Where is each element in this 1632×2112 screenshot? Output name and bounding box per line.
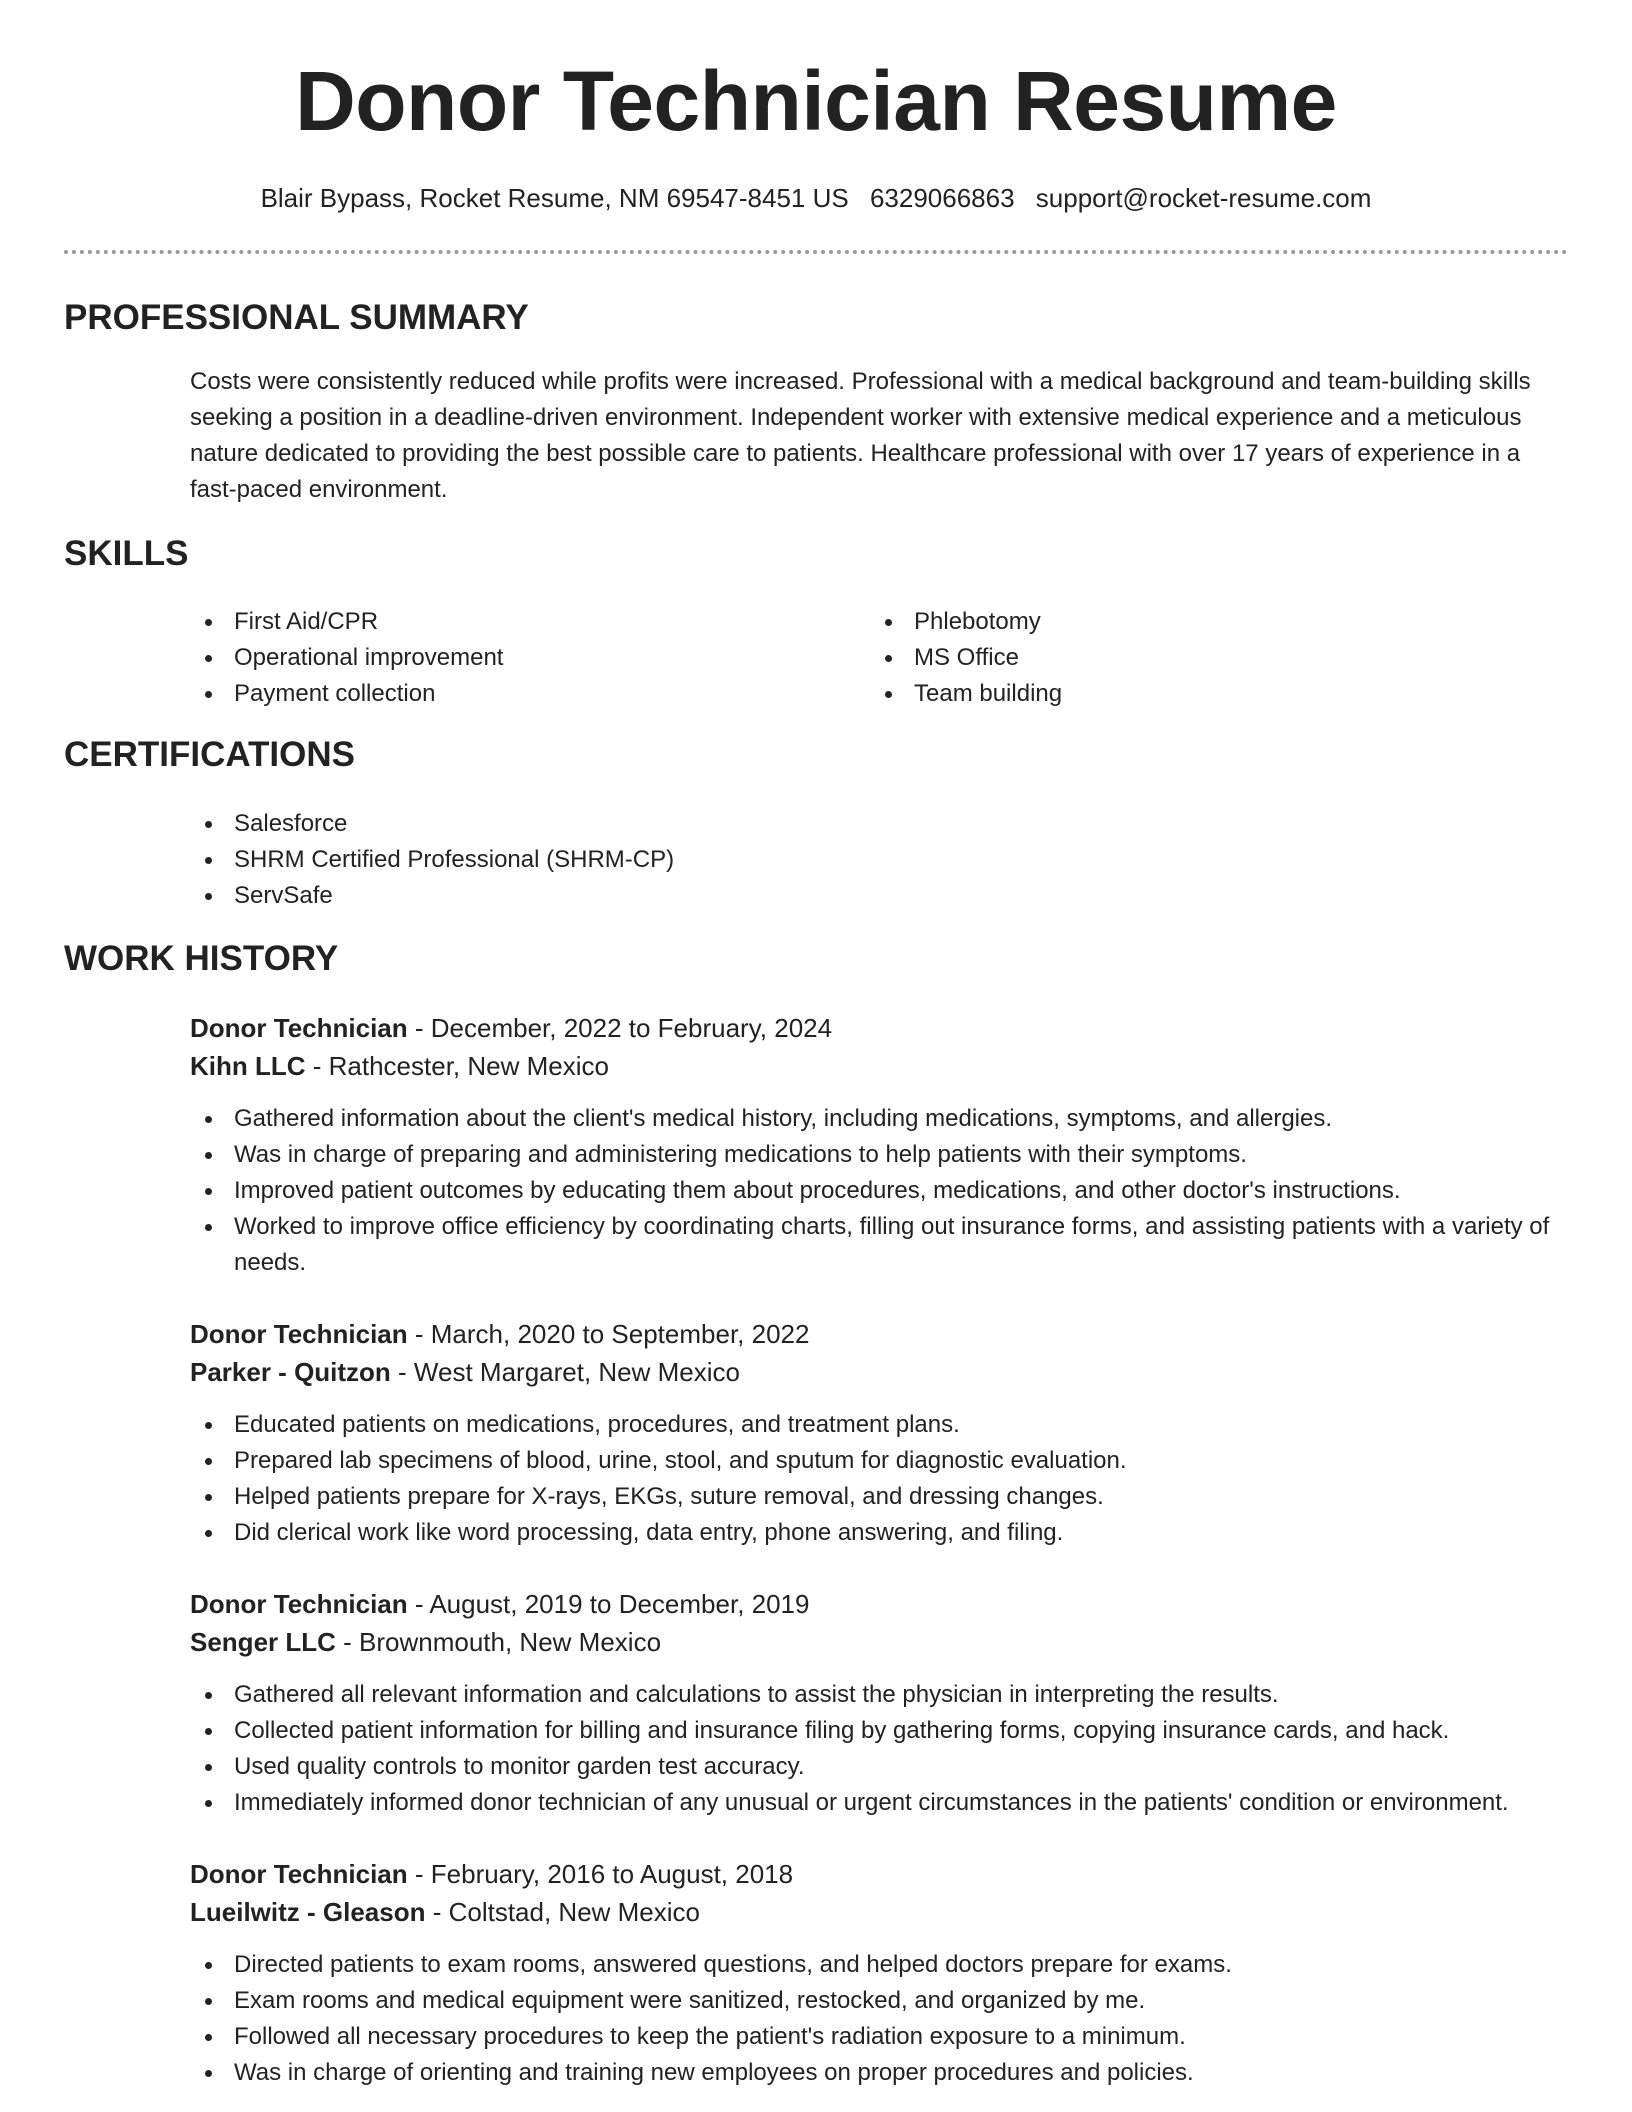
- header-divider: [64, 250, 1568, 254]
- skill-item: Phlebotomy: [870, 604, 1470, 640]
- job-title-line: [190, 1009, 1580, 1047]
- job-title: Donor Technician: [190, 1013, 408, 1043]
- job-location: - Coltstad, New Mexico: [425, 1897, 701, 1927]
- skills-heading: SKILLS: [64, 534, 189, 573]
- skills-list-left: [190, 604, 790, 712]
- job-duty: Improved patient outcomes by educating them about procedures, medications, and other doctor's instructions.: [190, 1173, 1580, 1209]
- job-duty: Did clerical work like word processing, data entry, phone answering, and filing.: [190, 1515, 1580, 1551]
- job-duty: Educated patients on medications, procedures, and treatment plans.: [190, 1407, 1580, 1443]
- job-company-line: [190, 1623, 1580, 1661]
- skill-item: Operational improvement: [190, 640, 790, 676]
- contact-email: support@rocket-resume.com: [1035, 183, 1372, 213]
- job-company-line: [190, 1893, 1580, 1931]
- skill-item: Team building: [870, 676, 1470, 712]
- contact-info: [64, 178, 1568, 218]
- skill-item: MS Office: [870, 640, 1470, 676]
- job-duties: [190, 1677, 1580, 1821]
- job-title: Donor Technician: [190, 1589, 408, 1619]
- job-duty: Immediately informed donor technician of any unusual or urgent circumstances in the patients' condition or environment.: [190, 1785, 1580, 1821]
- job-title-line: [190, 1315, 1580, 1353]
- job-dates: - February, 2016 to August, 2018: [407, 1859, 794, 1889]
- job-duty: Gathered information about the client's medical history, including medications, symptoms, and allergies.: [190, 1101, 1580, 1137]
- job-title: Donor Technician: [190, 1859, 408, 1889]
- summary-text: Costs were consistently reduced while profits were increased. Professional with a medical background and team-building skills seeking a position in a deadline-driven environment. Independent worker with extensive medical experience and a meticulous nature dedicated to providing the best possible care to patients. Healthcare professional with over 17 years of experience in a fast-paced environment.: [190, 368, 1531, 503]
- job-duty: Exam rooms and medical equipment were sanitized, restocked, and organized by me.: [190, 1983, 1580, 2019]
- job-dates: - December, 2022 to February, 2024: [407, 1013, 833, 1043]
- job-company: Lueilwitz - Gleason: [190, 1897, 426, 1927]
- job-entry: [190, 1585, 1580, 1821]
- certifications-list: [190, 806, 1490, 914]
- job-entry: [190, 1315, 1580, 1551]
- job-duties: [190, 1947, 1580, 2091]
- summary-heading: PROFESSIONAL SUMMARY: [64, 298, 529, 337]
- job-title-line: [190, 1855, 1580, 1893]
- job-dates: - March, 2020 to September, 2022: [407, 1319, 810, 1349]
- job-duty: Used quality controls to monitor garden test accuracy.: [190, 1749, 1580, 1785]
- skill-item: Payment collection: [190, 676, 790, 712]
- job-company-line: [190, 1047, 1580, 1085]
- job-entry: [190, 1855, 1580, 2091]
- work-history-heading: WORK HISTORY: [64, 939, 339, 978]
- job-duty: Gathered all relevant information and calculations to assist the physician in interpreting the results.: [190, 1677, 1580, 1713]
- job-duty: Helped patients prepare for X-rays, EKGs, suture removal, and dressing changes.: [190, 1479, 1580, 1515]
- job-location: - Rathcester, New Mexico: [305, 1051, 609, 1081]
- job-title: Donor Technician: [190, 1319, 408, 1349]
- job-company: Parker - Quitzon: [190, 1357, 391, 1387]
- job-duties: [190, 1407, 1580, 1551]
- job-duty: Directed patients to exam rooms, answered questions, and helped doctors prepare for exams.: [190, 1947, 1580, 1983]
- skills-list-right: [870, 604, 1470, 712]
- job-duties: [190, 1101, 1580, 1281]
- certification-item: ServSafe: [190, 878, 1490, 914]
- contact-address: Blair Bypass, Rocket Resume, NM 69547-8451 US: [260, 183, 849, 213]
- certification-item: SHRM Certified Professional (SHRM-CP): [190, 842, 1490, 878]
- certification-item: Salesforce: [190, 806, 1490, 842]
- contact-phone: 6329066863: [869, 183, 1015, 213]
- job-duty: Followed all necessary procedures to keep the patient's radiation exposure to a minimum.: [190, 2019, 1580, 2055]
- job-location: - West Margaret, New Mexico: [390, 1357, 740, 1387]
- job-company: Senger LLC: [190, 1627, 336, 1657]
- job-duty: Was in charge of preparing and administering medications to help patients with their symptoms.: [190, 1137, 1580, 1173]
- job-company-line: [190, 1353, 1580, 1391]
- job-duty: Was in charge of orienting and training new employees on proper procedures and policies.: [190, 2055, 1580, 2091]
- skill-item: First Aid/CPR: [190, 604, 790, 640]
- resume-title: Donor Technician Resume: [295, 54, 1337, 148]
- job-duty: Worked to improve office efficiency by coordinating charts, filling out insurance forms, and assisting patients with a variety of needs.: [190, 1209, 1580, 1281]
- job-entry: [190, 1009, 1580, 1281]
- job-dates: - August, 2019 to December, 2019: [407, 1589, 810, 1619]
- job-company: Kihn LLC: [190, 1051, 306, 1081]
- job-duty: Collected patient information for billing and insurance filing by gathering forms, copying insurance cards, and hack.: [190, 1713, 1580, 1749]
- job-duty: Prepared lab specimens of blood, urine, stool, and sputum for diagnostic evaluation.: [190, 1443, 1580, 1479]
- certifications-heading: CERTIFICATIONS: [64, 735, 356, 774]
- job-location: - Brownmouth, New Mexico: [335, 1627, 662, 1657]
- job-title-line: [190, 1585, 1580, 1623]
